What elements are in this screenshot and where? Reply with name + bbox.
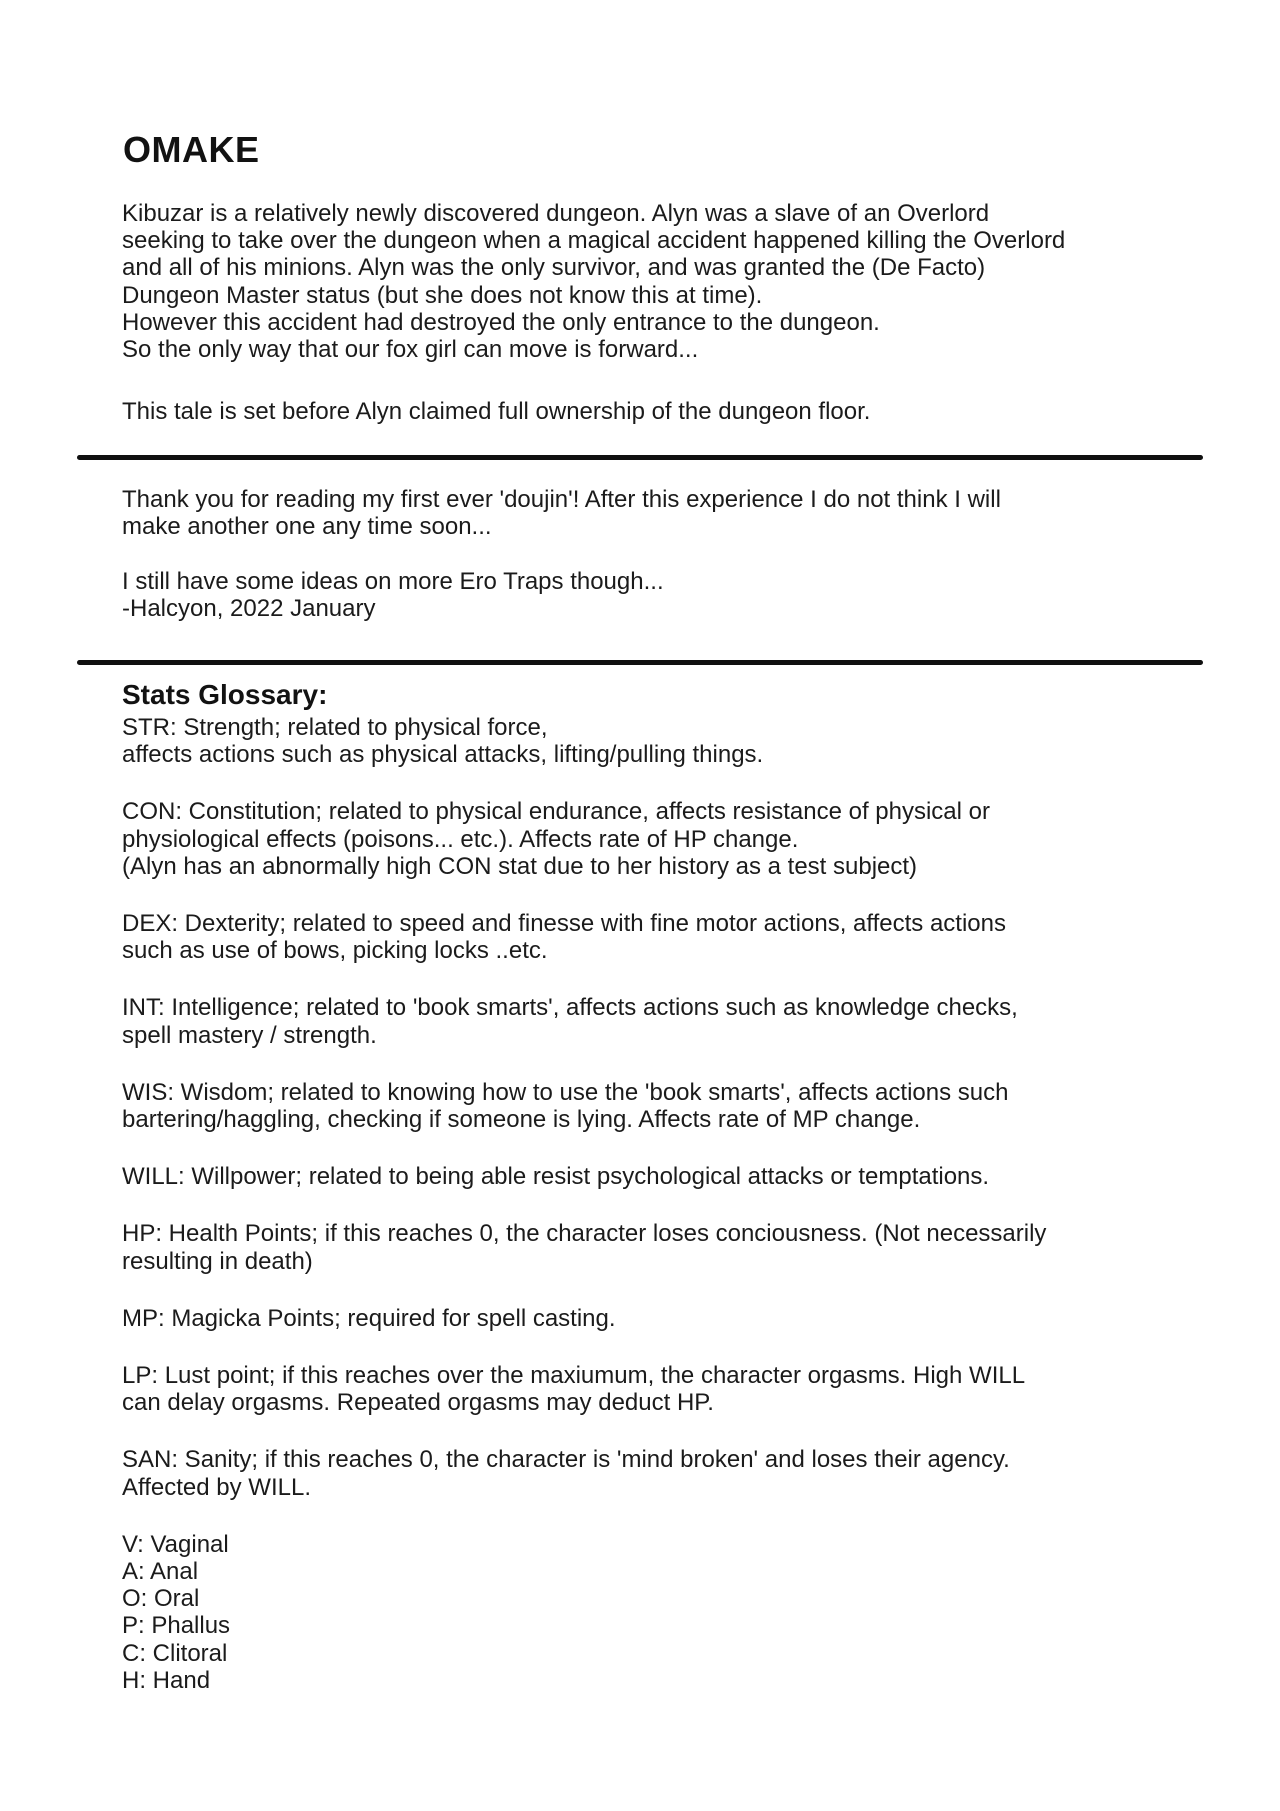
glossary-entry xyxy=(122,1220,1046,1274)
intro-closing-paragraph xyxy=(122,398,870,425)
text-line: Thank you for reading my first ever 'doujin'! After this experience I do not think I will xyxy=(122,486,1001,513)
glossary-entry xyxy=(122,1079,1046,1133)
text-line: bartering/haggling, checking if someone is lying. Affects rate of MP change. xyxy=(122,1106,921,1134)
afterword-thanks-paragraph xyxy=(122,486,1001,540)
text-line: Dungeon Master status (but she does not know this at time). xyxy=(122,281,763,309)
page-title: OMAKE xyxy=(123,129,260,170)
text-line: However this accident had destroyed the only entrance to the dungeon. xyxy=(122,308,880,336)
abbreviation-list xyxy=(122,1531,1046,1694)
text-line: -Halcyon, 2022 January xyxy=(122,595,376,623)
abbreviation-line: H: Hand xyxy=(122,1666,211,1694)
glossary-entry xyxy=(122,798,1046,880)
text-line: spell mastery / strength. xyxy=(122,1021,377,1049)
text-line: LP: Lust point; if this reaches over the maxiumum, the character orgasms. High WILL xyxy=(122,1362,1026,1390)
text-line: This tale is set before Alyn claimed full ownership of the dungeon floor. xyxy=(122,398,871,425)
text-line: can delay orgasms. Repeated orgasms may deduct HP. xyxy=(122,1389,714,1417)
text-line: affects actions such as physical attacks, lifting/pulling things. xyxy=(122,741,764,769)
abbreviation-line: A: Anal xyxy=(122,1558,199,1586)
text-line: MP: Magicka Points; required for spell casting. xyxy=(122,1304,616,1332)
glossary-entry xyxy=(122,1362,1046,1416)
abbreviation-line: V: Vaginal xyxy=(122,1530,229,1558)
text-line: So the only way that our fox girl can move is forward... xyxy=(122,336,699,364)
text-line: make another one any time soon... xyxy=(122,513,492,541)
afterword-signature-paragraph xyxy=(122,568,664,622)
glossary-entry xyxy=(122,1305,1046,1332)
glossary-entries xyxy=(122,714,1046,1501)
text-line: STR: Strength; related to physical force, xyxy=(122,714,548,741)
section-divider xyxy=(77,455,1203,460)
abbreviation-line: P: Phallus xyxy=(122,1612,231,1640)
abbreviation-line: C: Clitoral xyxy=(122,1639,228,1667)
text-line: resulting in death) xyxy=(122,1247,313,1275)
glossary-entry xyxy=(122,910,1046,964)
text-line: Kibuzar is a relatively newly discovered dungeon. Alyn was a slave of an Overlord xyxy=(122,200,990,227)
glossary-entry xyxy=(122,714,1046,768)
text-line: WIS: Wisdom; related to knowing how to use the 'book smarts', affects actions such xyxy=(122,1078,1009,1106)
glossary-heading: Stats Glossary: xyxy=(122,679,328,710)
text-line: Affected by WILL. xyxy=(122,1473,311,1501)
glossary-entry xyxy=(122,994,1046,1048)
stats-glossary xyxy=(122,714,1046,1694)
intro-paragraph xyxy=(122,200,1065,363)
text-line: and all of his minions. Alyn was the only survivor, and was granted the (De Facto) xyxy=(122,254,986,282)
text-line: such as use of bows, picking locks ..etc. xyxy=(122,937,548,965)
abbreviation-line: O: Oral xyxy=(122,1585,200,1613)
text-line: INT: Intelligence; related to 'book smarts', affects actions such as knowledge checks, xyxy=(122,994,1018,1022)
text-line: HP: Health Points; if this reaches 0, the character loses conciousness. (Not necessarily xyxy=(122,1220,1047,1248)
glossary-entry xyxy=(122,1163,1046,1190)
text-line: SAN: Sanity; if this reaches 0, the character is 'mind broken' and loses their agency. xyxy=(122,1446,1010,1474)
text-line: (Alyn has an abnormally high CON stat due to her history as a test subject) xyxy=(122,852,918,880)
text-line: WILL: Willpower; related to being able resist psychological attacks or temptations. xyxy=(122,1163,990,1191)
text-line: CON: Constitution; related to physical endurance, affects resistance of physical or xyxy=(122,798,990,826)
section-divider xyxy=(77,660,1203,665)
text-line: physiological effects (poisons... etc.). Affects rate of HP change. xyxy=(122,825,799,853)
glossary-entry xyxy=(122,1446,1046,1500)
text-line: DEX: Dexterity; related to speed and finesse with fine motor actions, affects actions xyxy=(122,910,1007,938)
text-line: seeking to take over the dungeon when a magical accident happened killing the Overlord xyxy=(122,227,1066,255)
text-line: I still have some ideas on more Ero Traps though... xyxy=(122,568,664,595)
